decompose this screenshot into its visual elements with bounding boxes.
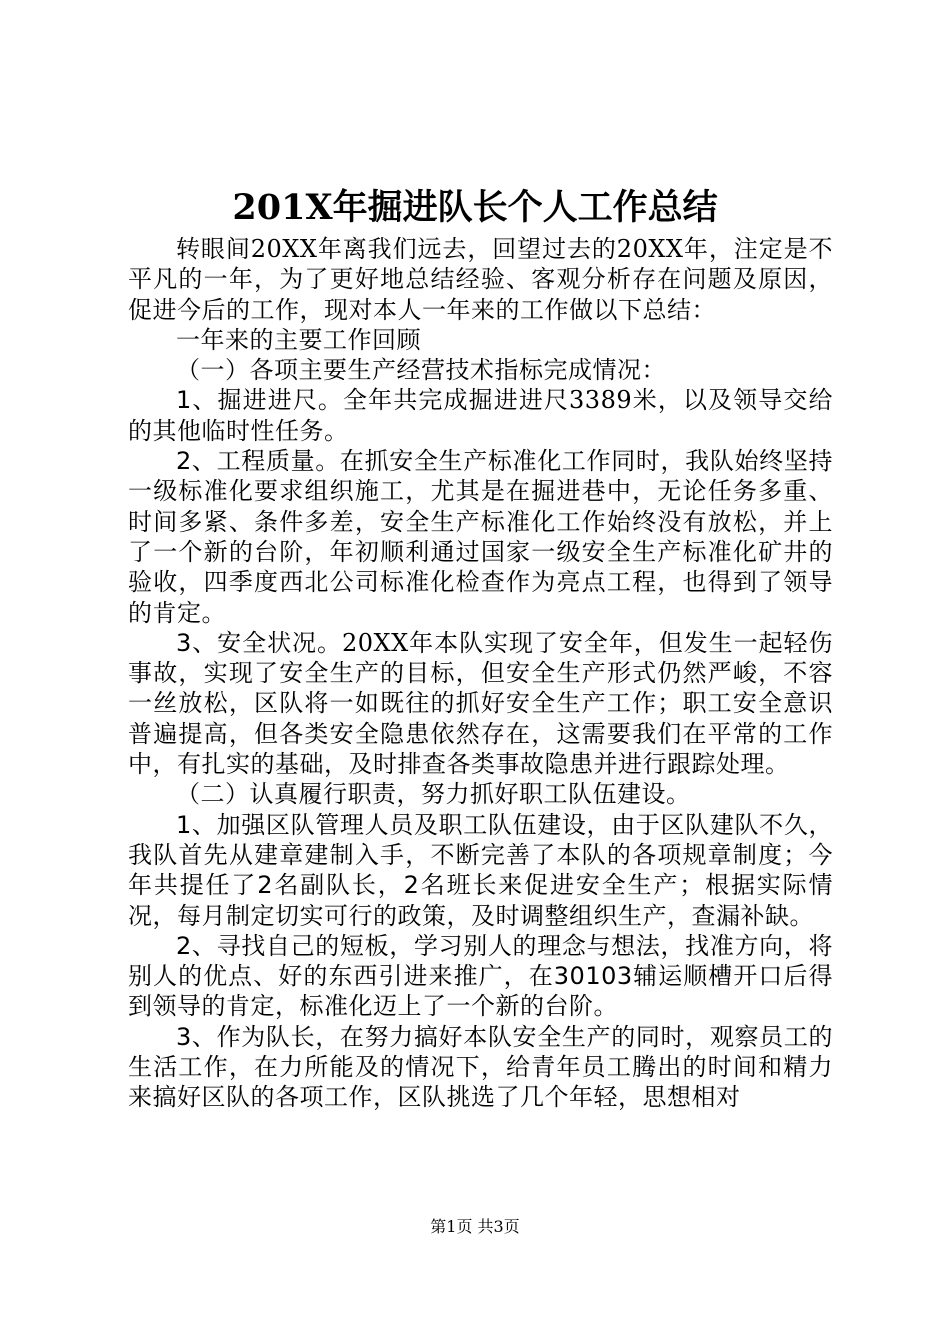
section2-paragraph-1: 1、加强区队管理人员及职工队伍建设，由于区队建队不久，我队首先从建章建制入手，不断完善了本队的各项规章制度；今年共提任了2名副队长，2名班长来促进安全生产；根据实际情况，每月制定切实可行的政策，及时调整组织生产，查漏补缺。 [128, 810, 833, 930]
item-paragraph-3 [128, 628, 833, 779]
section-heading-1: （一）各项主要生产经营技术指标完成情况： [176, 356, 666, 385]
section-heading-2: （二）认真履行职责，努力抓好职工队伍建设。 [176, 780, 691, 809]
section2-paragraph-3: 3、作为队长，在努力搞好本队安全生产的同时，观察员工的生活工作，在力所能及的情况下，给青年员工腾出的时间和精力来搞好区队的各项工作，区队挑选了几个年轻，思想相对 [128, 1022, 833, 1112]
item-text-1: 全年共完成掘进进尺3389米，以及领导交给的其他临时性任务。 [128, 386, 833, 445]
item-paragraph-2 [128, 446, 833, 628]
review-heading: 一年来的主要工作回顾 [176, 325, 421, 354]
item-lead-1: 1、掘进进尺。 [176, 386, 344, 415]
section2-paragraph-2: 2、寻找自己的短板，学习别人的理念与想法，找准方向，将别人的优点、好的东西引进来推广，在30103辅运顺槽开口后得到领导的肯定，标准化迈上了一个新的台阶。 [128, 931, 833, 1021]
item-paragraph-1 [128, 385, 833, 446]
document-title: 201X年掘进队长个人工作总结 [232, 187, 718, 228]
page-footer: 第1页 共3页 [430, 1217, 520, 1236]
document-body [128, 234, 833, 1113]
item-text-3: 20XX年本队实现了安全年，但发生一起轻伤事故，实现了安全生产的目标，但安全生产形式仍然严峻，不容一丝放松，区队将一如既往的抓好安全生产工作；职工安全意识普遍提高，但各类安全隐患依然存在，这需要我们在平常的工作中，有扎实的基础，及时排查各类事故隐患并进行跟踪处理。 [128, 628, 833, 779]
item-lead-2: 2、工程质量。 [176, 447, 340, 476]
item-lead-3: 3、安全状况。 [176, 628, 342, 657]
intro-paragraph: 转眼间20XX年离我们远去，回望过去的20XX年，注定是不平凡的一年，为了更好地总结经验、客观分析存在问题及原因，促进今后的工作，现对本人一年来的工作做以下总结： [128, 235, 833, 324]
item-text-2: 在抓安全生产标准化工作同时，我队始终坚持一级标准化要求组织施工，尤其是在掘进巷中，无论任务多重、时间多紧、条件多差，安全生产标准化工作始终没有放松，并上了一个新的台阶，年初顺利通过国家一级安全生产标准化矿井的验收，四季度西北公司标准化检查作为亮点工程，也得到了领导的肯定。 [128, 447, 833, 627]
